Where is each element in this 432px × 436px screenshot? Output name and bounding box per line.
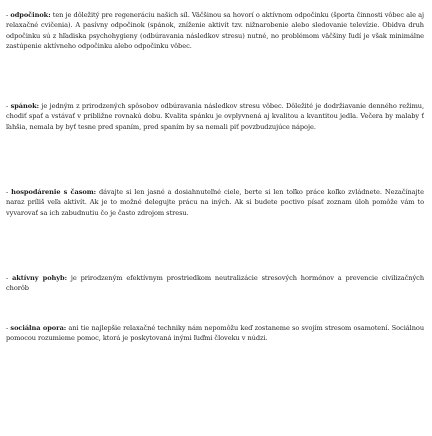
term-sleep: spánok: xyxy=(10,101,40,110)
text-active-movement: je prirodzeným efektívnym prostriedkom neutralizácie stresových hormónov a prevencie civilizačných chorôb xyxy=(6,273,425,293)
list-bullet: - xyxy=(6,101,9,110)
paragraph-social-support xyxy=(6,323,424,344)
paragraph-active-movement xyxy=(6,273,424,294)
list-bullet: - xyxy=(6,323,9,332)
text-social-support: ani tie najlepšie relaxačné techniky nám nepomôžu keď zostaneme so svojím stresom osamotení. Sociálnou pomocou rozumieme pomoc, ktorá je poskytovaná inými ľuďmi človeku v núdzi. xyxy=(6,323,425,343)
term-time-management: hospodárenie s časom: xyxy=(11,187,97,196)
term-social-support: sociálna opora: xyxy=(10,323,67,332)
term-active-movement: aktívny pohyb: xyxy=(12,273,68,282)
text-sleep: je jedným z prirodzených spôsobov odbúravania následkov stresu vôbec. Dôležité je dodržiavanie denného režimu, chodiť spať a vstávať v približne rovnakú dobu. Kvalita spánku je ovplyvnená aj kvalitou a kvantitou jedla. Večera by malaby ť ľahšia, nemala by byť tesne pred spaním, pred spaním by sa nemali piť povzbudzujúce nápoje. xyxy=(6,101,425,131)
paragraph-sleep xyxy=(6,101,424,133)
term-rest: odpočinok: xyxy=(10,10,51,19)
text-rest: ten je dôležitý pre regeneráciu našich síl. Väčšinou sa hovorí o aktívnom odpočinku (športa činnosti vôbec ale aj relaxačné cvičenia). A pasívny odpočinok (spánok, zníženie aktivít tzv. nižnarobenie alebo sledovanie televízie. Obidva druh odpočinku sú z hľadiska psychohygieny (odbúravania následkov stresu) nutné, no problémom väčšiny ľudí je však minimálne zastúpenie aktívneho odpočinku alebo odpočinku vôbec. xyxy=(6,10,424,51)
list-bullet: - xyxy=(6,10,9,19)
paragraph-rest xyxy=(6,10,424,52)
list-bullet: - xyxy=(6,273,9,282)
list-bullet: - xyxy=(6,187,9,196)
text-time-management: dávajte si len jasné a dosiahnuteľné ciele, berte si len toľko práce koľko zvládnete. Nezačínajte naraz príliš veľa aktivít. Ak je to možné delegujte prácu na iných. Ak si budete poctivo písať zoznam úloh pomôže vám to vyvarovať sa ich zabudnutiu čo je často zdrojom stresu. xyxy=(6,187,425,217)
paragraph-time-management xyxy=(6,187,424,219)
